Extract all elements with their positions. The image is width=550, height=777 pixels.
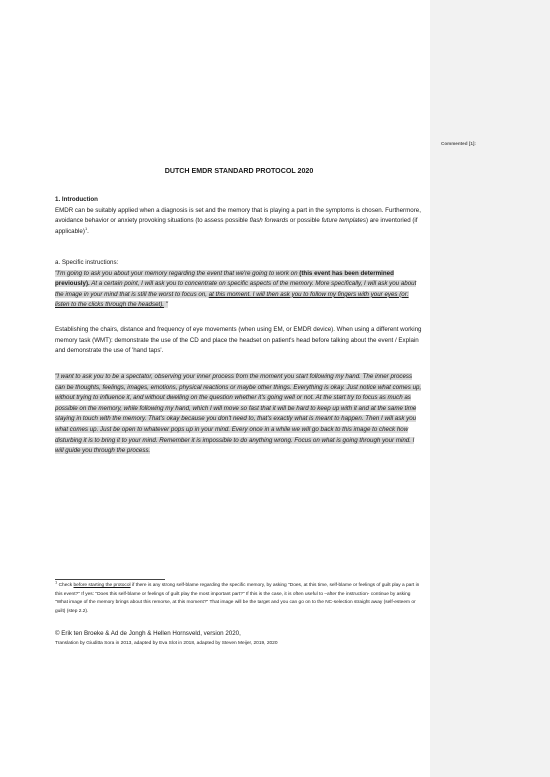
specific-quote <box>55 270 416 309</box>
quote-underlined: at this moment. I will then ask you to follow my fingers with your eyes (or: listen to the clicks through the headset). <box>55 290 409 309</box>
spectator-section <box>55 372 423 457</box>
establishing-paragraph: Establishing the chairs, distance and frequency of eye movements (when using EM, or EMDR device). When using a different working memory task (WMT): demonstrate the use of the CD and place the headset on patient's head before talking about the event / Explain and demonstrate the use of 'hand taps'. <box>55 326 422 355</box>
intro-text: EMDR can be suitably applied when a diagnosis is set and the memory that is playing a part in the symptoms is chosen. Furthermore, avoidance behavior or anxiety provoking situations (to assess possible <box>55 206 421 225</box>
translation-credit: Translation by Giuditta Sora in 2013, adapted by Eva Slot in 2018, adapted by Steven Meijer, 2019, 2020 <box>55 641 278 646</box>
specific-heading: a. Specific instructions: <box>55 259 119 266</box>
comment-pane <box>430 0 550 777</box>
footnote-text: if there is any strong self-blame regarding the specific memory, by asking "Does, at this time, self-blame or feelings of guilt play a part in this event?" If yes: "Does this self-blame or feelings of guilt play the most important part?" If this is the case, it is often useful to –after the instruction- continue by asking "What image of the memory brings about this remorse, at this moment?" That image will be the target and you can go on to the NC-selection straight away (self-esteem or guilt) (step 2.2). <box>55 583 420 614</box>
intro-italic-1: flash forwards <box>249 217 289 225</box>
quote-end: " <box>164 301 168 309</box>
quote-part-1: "I'm going to ask you about your memory regarding the event that we're going to work on <box>55 269 300 277</box>
intro-heading: 1. Introduction <box>55 196 98 203</box>
quote-part-2: At a certain point, I will ask you to concentrate on specific aspects of the memory. More specifically, I will ask you about the image in your mind that is still the worst to focus on, <box>55 280 417 298</box>
footnote-divider <box>55 579 165 580</box>
intro-italic-2: future templates <box>321 217 366 225</box>
copyright-line: © Erik ten Broeke & Ad de Jongh & Hellen Hornsveld, version 2020, <box>55 630 241 637</box>
intro-text-end: ) are inventoried (if applicable) <box>55 217 418 235</box>
document-title: DUTCH EMDR STANDARD PROTOCOL 2020 <box>164 167 314 175</box>
intro-text-mid: or possible <box>288 217 322 225</box>
quote-bold: (this event has been determined previously). <box>55 269 394 288</box>
spectator-quote: "I want to ask you to be a spectator, observing your inner process from the moment you start following my hand. The inner process can be thoughts, feelings, images, emotions, physical reactions or maybe other things. Everything is okay. Just notice what comes up, without trying to influence it, and without dwelling on the question whether it's going well or not. At the start try to focus as much as possible on the memory, while following my hand, which I will move so fast that it will be hard to keep up with it and at the same time staying in touch with the memory. That's okay because you don't need to, that's exactly what is meant to happen. Then I will ask you what comes up. Just be open to whatever pops up in your mind. Every once in a while we will go back to this image to check how disturbing it is to bring it to your mind. Remember it is impossible to do anything wrong. Focus on what is going through your mind. I will guide you through the process. <box>55 373 422 455</box>
intro-text-tail: . <box>87 227 89 235</box>
footnote-underlined: before starting the protocol <box>73 583 131 588</box>
footnote-ref[interactable]: 1 <box>84 225 88 231</box>
footnote-pre: Check <box>57 583 74 588</box>
intro-section <box>55 195 423 237</box>
footnote-number: 1 <box>55 579 58 585</box>
comment-label[interactable]: Commented [1]: <box>441 141 476 146</box>
footnote <box>55 579 423 616</box>
specific-section <box>55 258 423 311</box>
